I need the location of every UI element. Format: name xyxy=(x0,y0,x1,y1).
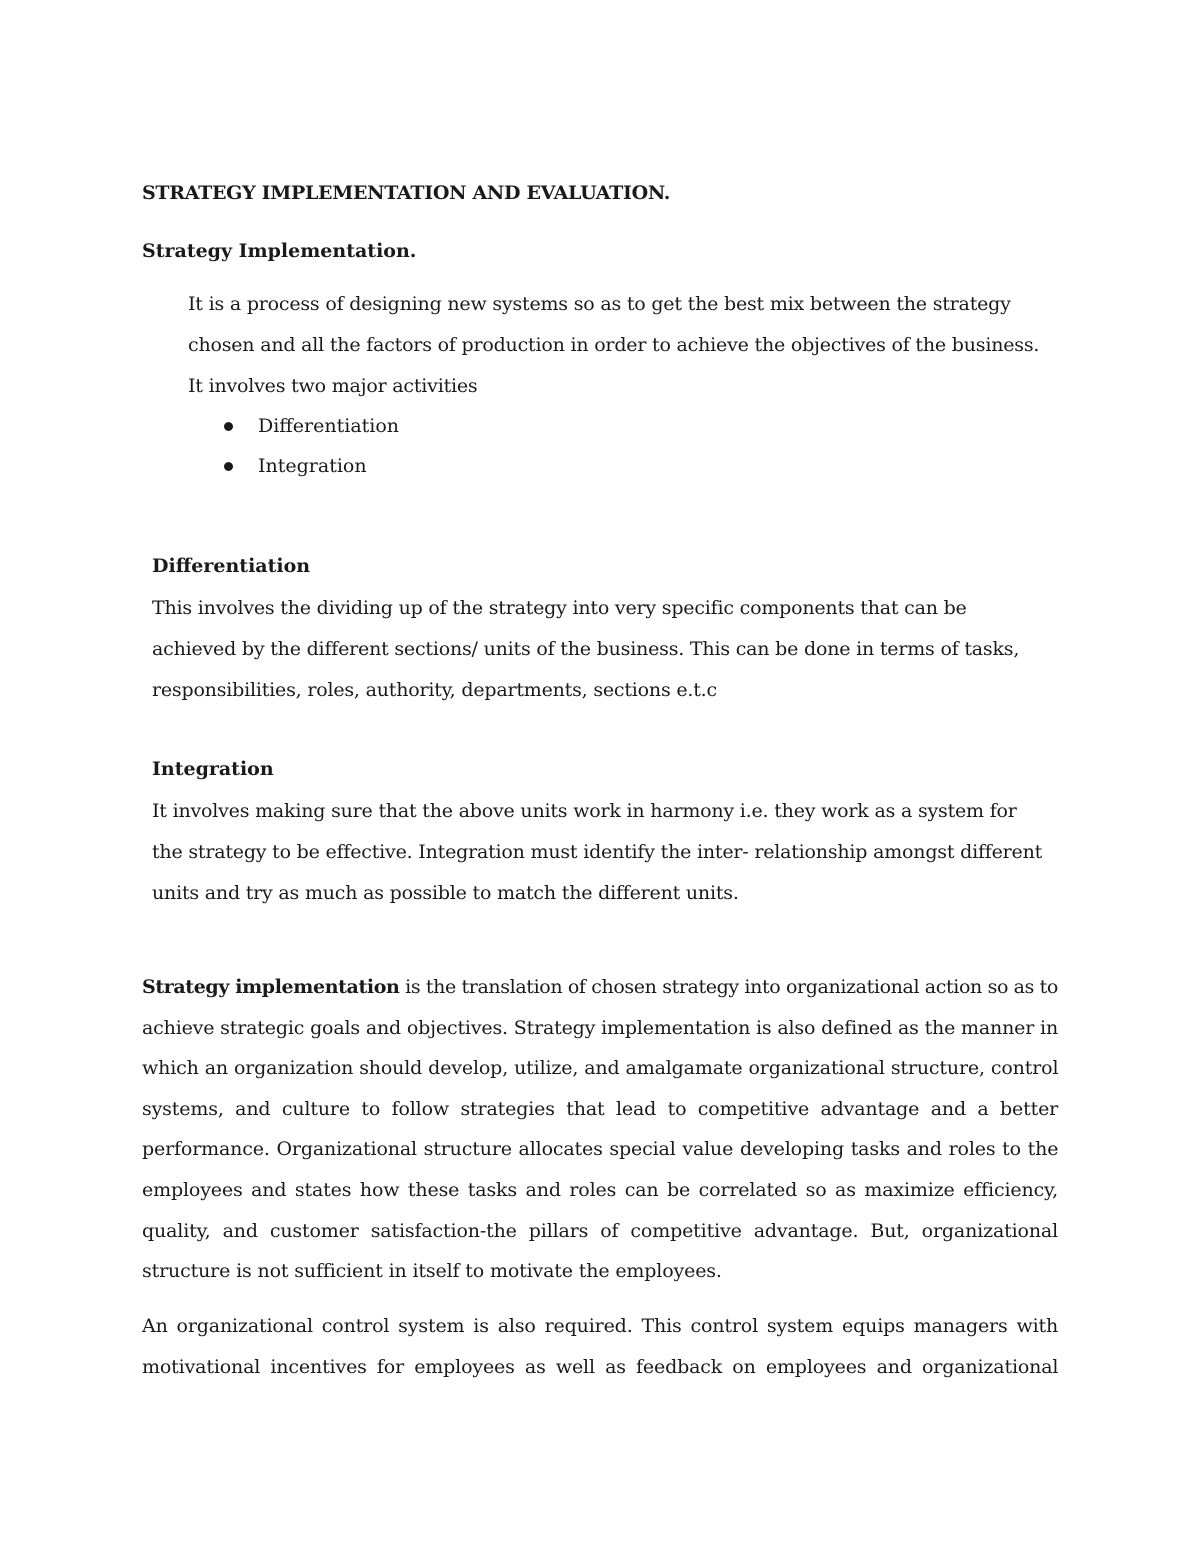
paragraph-line xyxy=(142,967,1058,1008)
bullet-item-label: Integration xyxy=(258,455,367,477)
paragraph-line: structure is not sufficient in itself to motivate the employees. xyxy=(142,1260,722,1283)
implementation-paragraph xyxy=(188,284,1048,407)
paragraph-line: systems, and culture to follow strategies that lead to competitive advantage and a better xyxy=(142,1097,1059,1120)
section-heading-differentiation: Differentiation xyxy=(152,555,311,577)
paragraph-line: performance. Organizational structure allocates special value developing tasks and roles to the xyxy=(142,1138,1059,1161)
document-title: STRATEGY IMPLEMENTATION AND EVALUATION. xyxy=(142,182,671,204)
paragraph-line: which an organization should develop, utilize, and amalgamate organizational structure, control xyxy=(142,1057,1059,1080)
paragraph-line: It is a process of designing new systems so as to get the best mix between the strategy xyxy=(188,293,1011,315)
paragraph-line: employees and states how these tasks and roles can be correlated so as maximize efficiency, xyxy=(142,1178,1059,1201)
section-heading-strategy-implementation: Strategy Implementation. xyxy=(142,240,417,262)
bullet-item-integration xyxy=(222,446,399,486)
paragraph-line: chosen and all the factors of production in order to achieve the objectives of the business. xyxy=(188,334,1040,356)
control-system-paragraph xyxy=(142,1306,1058,1387)
paragraph-line: achieved by the different sections/ units of the business. This can be done in terms of tasks, xyxy=(152,638,1020,660)
integration-paragraph xyxy=(152,791,1042,914)
bullet-dot-icon xyxy=(224,422,233,431)
activities-bullet-list xyxy=(222,406,399,486)
bullet-dot-icon xyxy=(224,462,233,471)
section-heading-integration: Integration xyxy=(152,758,274,780)
paragraph-line: the strategy to be effective. Integration must identify the inter- relationship amongst different xyxy=(152,841,1043,863)
paragraph-line: achieve strategic goals and objectives. Strategy implementation is also defined as the manner in xyxy=(142,1016,1059,1039)
paragraph-line: units and try as much as possible to match the different units. xyxy=(152,882,739,904)
paragraph-line: This involves the dividing up of the strategy into very specific components that can be xyxy=(152,597,967,619)
bold-lead-term: Strategy implementation xyxy=(142,976,400,998)
paragraph-line: An organizational control system is also required. This control system equips managers with xyxy=(142,1315,1059,1337)
line-text: is the translation of chosen strategy into organizational action so as to xyxy=(399,976,1058,998)
paragraph-line: motivational incentives for employees as well as feedback on employees and organizational xyxy=(142,1355,1059,1378)
paragraph-line: It involves two major activities xyxy=(188,375,478,397)
paragraph-line: responsibilities, roles, authority, departments, sections e.t.c xyxy=(152,679,717,701)
paragraph-line: It involves making sure that the above units work in harmony i.e. they work as a system for xyxy=(152,800,1017,822)
differentiation-paragraph xyxy=(152,588,1042,711)
bullet-item-label: Differentiation xyxy=(258,415,400,437)
bullet-item-differentiation xyxy=(222,406,399,446)
paragraph-line: quality, and customer satisfaction-the pillars of competitive advantage. But, organizational xyxy=(142,1219,1059,1242)
definition-paragraph xyxy=(142,967,1058,1292)
